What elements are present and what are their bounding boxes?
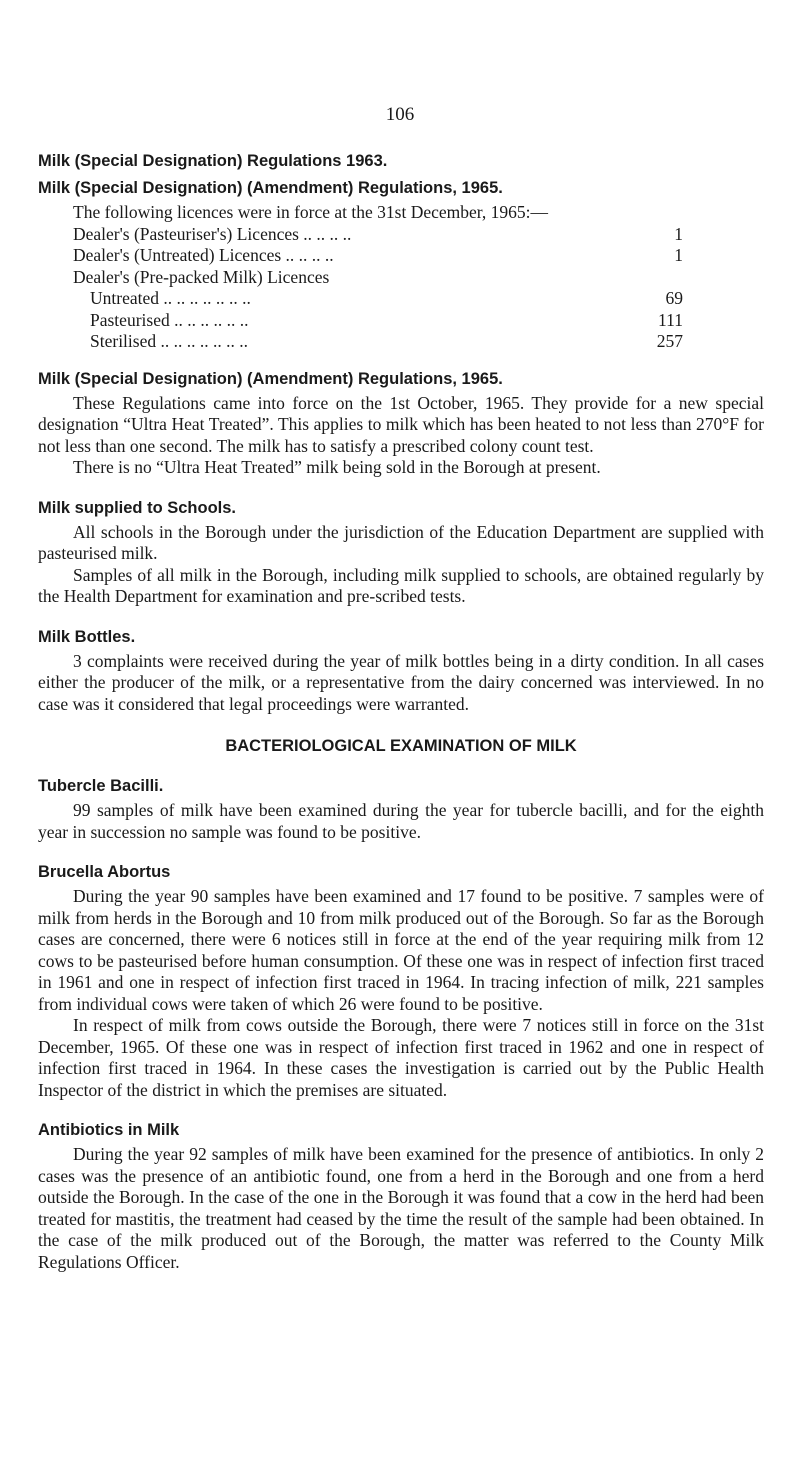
heading-milk-bottles: Milk Bottles. xyxy=(38,627,136,646)
licence-count xyxy=(643,267,683,289)
paragraph: During the year 92 samples of milk have been examined for the presence of antibiotics. In only 2 cases was the presence of an antibiotic found, one from a herd in the Borough and one from a herd outside the Borough. In the case of the one in the Borough it was found that a cow in the herd had been treated for mastitis, the treatment had ceased by the time the result of the sample had been obtained. In the case of the milk produced out of the Borough, the matter was referred to the County Milk Regulations Officer. xyxy=(38,1144,764,1272)
heading-tubercle-bacilli: Tubercle Bacilli. xyxy=(38,777,164,795)
heading-regulations-1963: Milk (Special Designation) Regulations 1963. xyxy=(38,152,388,170)
licence-count: 69 xyxy=(665,288,683,308)
licence-label: Pasteurised .. .. .. .. .. .. xyxy=(90,309,249,330)
licence-label: Dealer's (Untreated) Licences .. .. .. .. xyxy=(73,245,334,265)
licence-row xyxy=(73,310,683,332)
licence-row xyxy=(73,331,683,353)
licence-row xyxy=(73,245,683,267)
heading-bacteriological-examination: BACTERIOLOGICAL EXAMINATION OF MILK xyxy=(225,737,577,755)
paragraph: There is no “Ultra Heat Treated” milk being sold in the Borough at present. xyxy=(73,457,601,477)
paragraph: These Regulations came into force on the 1st October, 1965. They provide for a new special designation “Ultra Heat Treated”. This applies to milk which has been heated to not less than 270°F for not less than one second. The milk has to satisfy a prescribed colony count test. xyxy=(38,392,764,456)
licences-list xyxy=(73,224,683,353)
licence-count: 111 xyxy=(658,309,683,330)
licence-row xyxy=(73,224,683,246)
page-number: 106 xyxy=(385,104,415,125)
licence-count: 257 xyxy=(656,331,683,351)
page-content xyxy=(38,148,764,1273)
licence-row xyxy=(73,288,683,310)
paragraph: 3 complaints were received during the year of milk bottles being in a dirty condition. In all cases either the producer of the milk, or a representative from the dairy concerned was interviewed. In no case was it considered that legal proceedings were warranted. xyxy=(38,650,764,714)
heading-uht-regulations: Milk (Special Designation) (Amendment) Regulations, 1965. xyxy=(38,369,503,388)
licence-row xyxy=(73,267,683,289)
paragraph: During the year 90 samples have been examined and 17 found to be positive. 7 samples were of milk from herds in the Borough and 10 from milk produced out of the Borough. So far as the Borough cases are concerned, there were 6 notices still in force at the end of the year requiring milk from 12 cows to be pasteurised before human consumption. Of these one was in respect of infection first traced in 1961 and one in respect of infection first traced in 1964. In tracing infection of milk, 221 samples from individual cows were taken of which 26 were found to be positive. xyxy=(38,886,764,1014)
licence-label: Dealer's (Pre-packed Milk) Licences xyxy=(73,266,330,287)
licence-label: Sterilised .. .. .. .. .. .. .. xyxy=(90,331,248,351)
licence-count: 1 xyxy=(674,245,683,265)
licence-label: Untreated .. .. .. .. .. .. .. xyxy=(90,288,251,308)
paragraph: 99 samples of milk have been examined during the year for tubercle bacilli, and for the eighth year in succession no sample was found to be positive. xyxy=(38,800,764,842)
licence-count: 1 xyxy=(674,223,683,244)
licence-label: Dealer's (Pasteuriser's) Licences .. .. .. .. xyxy=(73,223,352,244)
heading-amendment-regulations-1965: Milk (Special Designation) (Amendment) Regulations, 1965. xyxy=(38,179,503,197)
paragraph: In respect of milk from cows outside the Borough, there were 7 notices still in force on the 31st December, 1965. Of these one was in respect of infection first traced in 1962 and one in respect of infection first traced in 1964. In these cases the investigation is carried out by the Public Health Inspector of the district in which the premises are situated. xyxy=(38,1015,764,1100)
heading-brucella-abortus: Brucella Abortus xyxy=(38,863,171,881)
paragraph: All schools in the Borough under the jurisdiction of the Education Department are supplied with pasteurised milk. xyxy=(38,521,764,563)
heading-milk-schools: Milk supplied to Schools. xyxy=(38,498,237,517)
heading-antibiotics: Antibiotics in Milk xyxy=(38,1121,180,1139)
paragraph: Samples of all milk in the Borough, including milk supplied to schools, are obtained regularly by the Health Department for examination and pre-scribed tests. xyxy=(38,564,764,606)
licences-intro: The following licences were in force at the 31st December, 1965:— xyxy=(73,202,549,222)
